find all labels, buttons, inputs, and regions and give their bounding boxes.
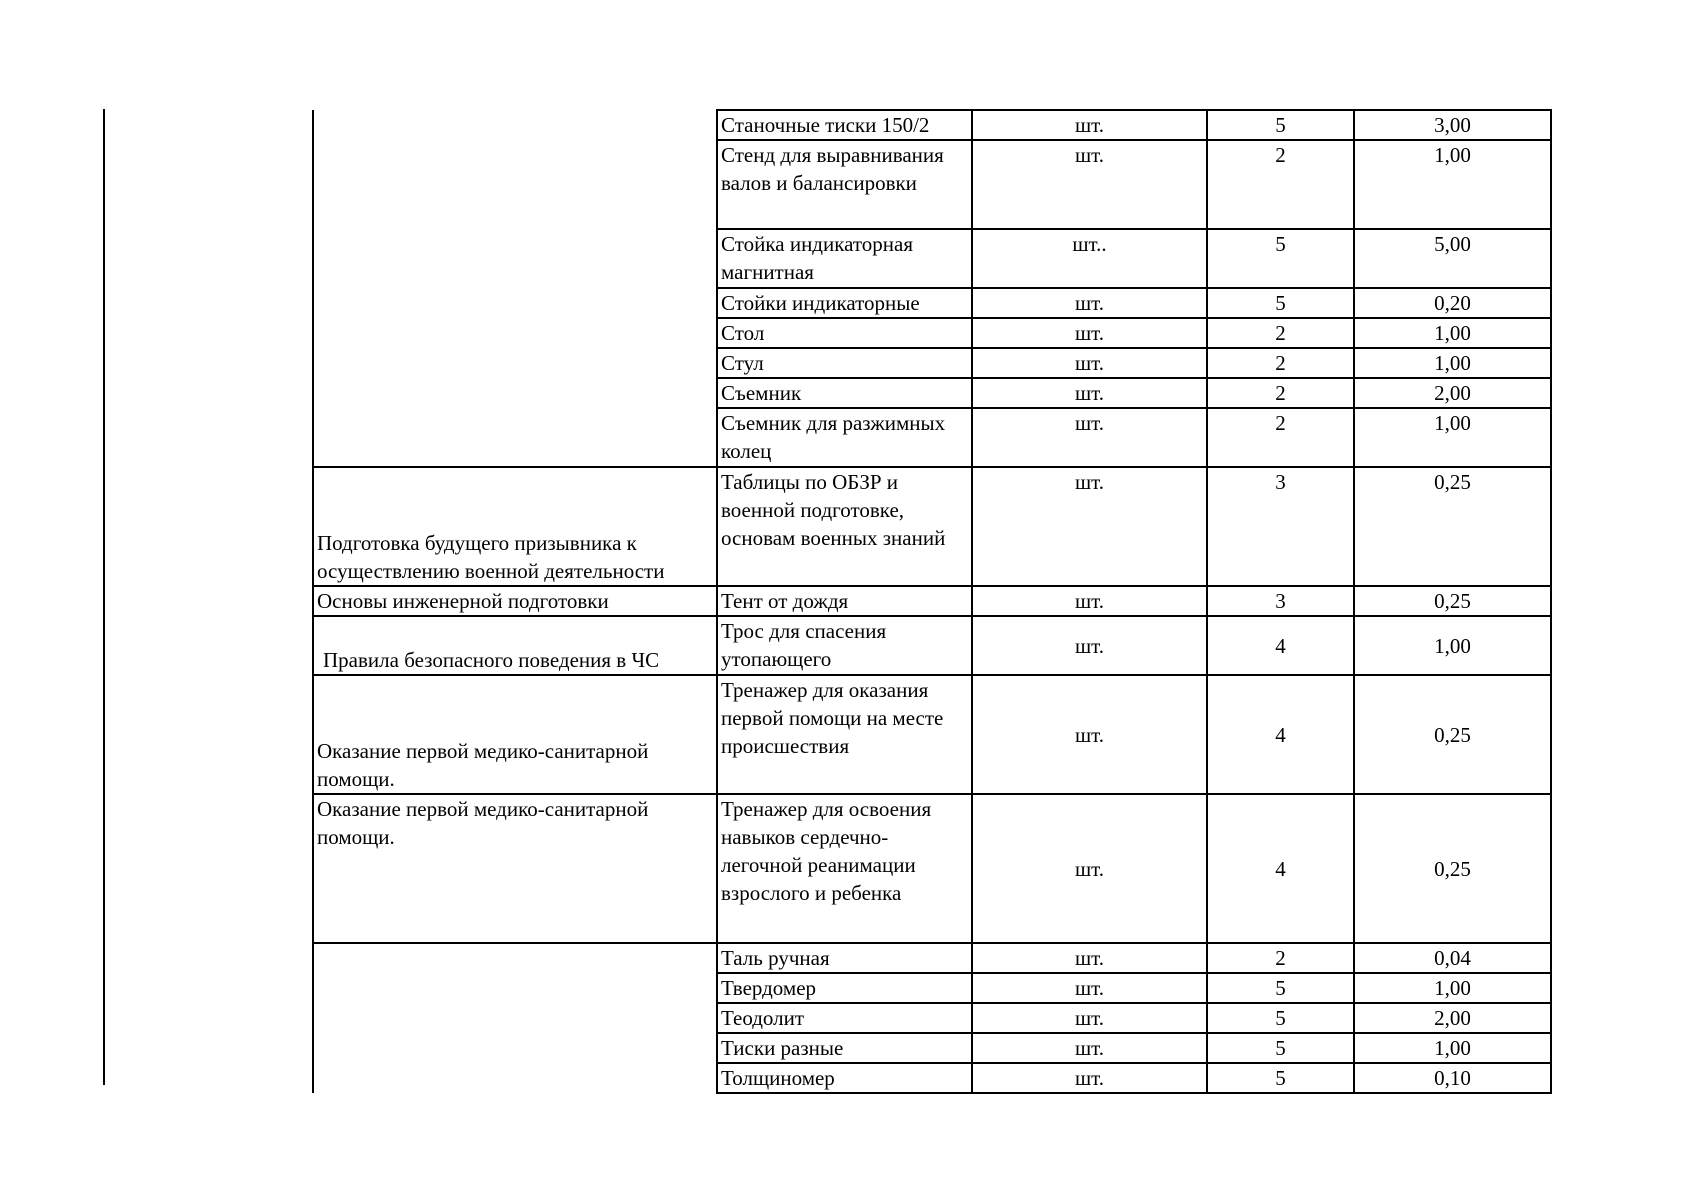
item-unit: шт. <box>972 943 1207 973</box>
item-value: 2,00 <box>1354 378 1551 408</box>
item-qty: 2 <box>1207 943 1354 973</box>
item-unit: шт. <box>972 675 1207 794</box>
item-name: Теодолит <box>717 1003 972 1033</box>
item-qty: 2 <box>1207 140 1354 229</box>
item-unit: шт. <box>972 1003 1207 1033</box>
item-name: Стол <box>717 318 972 348</box>
table-row <box>313 794 1551 943</box>
item-qty: 2 <box>1207 378 1354 408</box>
item-qty: 5 <box>1207 229 1354 288</box>
item-unit: шт. <box>972 616 1207 675</box>
topic-cell: Правила безопасного поведения в ЧС <box>313 616 717 675</box>
item-unit: шт. <box>972 378 1207 408</box>
item-value: 0,10 <box>1354 1063 1551 1093</box>
item-unit: шт. <box>972 467 1207 586</box>
item-qty: 5 <box>1207 1033 1354 1063</box>
item-name: Тренажер для освоения навыков сердечно-легочной реанимации взрослого и ребенка <box>717 794 972 943</box>
item-name: Съемник для разжимных колец <box>717 408 972 467</box>
item-qty: 5 <box>1207 1063 1354 1093</box>
item-value: 1,00 <box>1354 616 1551 675</box>
item-name: Трос для спасения утопающего <box>717 616 972 675</box>
item-unit: шт. <box>972 408 1207 467</box>
item-value: 3,00 <box>1354 110 1551 140</box>
item-name: Тент от дождя <box>717 586 972 616</box>
topic-cell: Основы инженерной подготовки <box>313 586 717 616</box>
equipment-table <box>312 109 1552 1094</box>
item-value: 0,20 <box>1354 288 1551 318</box>
item-name: Тиски разные <box>717 1033 972 1063</box>
item-name: Тренажер для оказания первой помощи на месте происшествия <box>717 675 972 794</box>
item-value: 1,00 <box>1354 348 1551 378</box>
item-unit: шт. <box>972 110 1207 140</box>
item-value: 5,00 <box>1354 229 1551 288</box>
item-value: 0,25 <box>1354 586 1551 616</box>
item-name: Стенд для выравнивания валов и балансировки <box>717 140 972 229</box>
item-qty: 5 <box>1207 110 1354 140</box>
item-qty: 4 <box>1207 794 1354 943</box>
table-row <box>313 110 1551 140</box>
item-name: Твердомер <box>717 973 972 1003</box>
item-unit: шт. <box>972 586 1207 616</box>
item-value: 2,00 <box>1354 1003 1551 1033</box>
left-column-border <box>103 109 105 1085</box>
item-name: Станочные тиски 150/2 <box>717 110 972 140</box>
item-qty: 4 <box>1207 616 1354 675</box>
item-unit: шт. <box>972 973 1207 1003</box>
topic-cell: Оказание первой медико-санитарной помощи. <box>313 794 717 943</box>
item-unit: шт. <box>972 348 1207 378</box>
item-name: Съемник <box>717 378 972 408</box>
item-qty: 2 <box>1207 318 1354 348</box>
item-value: 1,00 <box>1354 140 1551 229</box>
item-name: Толщиномер <box>717 1063 972 1093</box>
item-value: 0,25 <box>1354 467 1551 586</box>
item-qty: 3 <box>1207 467 1354 586</box>
item-value: 1,00 <box>1354 973 1551 1003</box>
table-row <box>313 943 1551 973</box>
item-name: Таблицы по ОБЗР и военной подготовке, основам военных знаний <box>717 467 972 586</box>
topic-cell-empty <box>313 110 717 467</box>
item-unit: шт.. <box>972 229 1207 288</box>
item-qty: 3 <box>1207 586 1354 616</box>
item-name: Таль ручная <box>717 943 972 973</box>
item-unit: шт. <box>972 140 1207 229</box>
item-name: Стойка индикаторная магнитная <box>717 229 972 288</box>
topic-cell-empty <box>313 943 717 1093</box>
item-qty: 2 <box>1207 408 1354 467</box>
topic-cell: Подготовка будущего призывника к осуществлению военной деятельности <box>313 467 717 586</box>
item-unit: шт. <box>972 288 1207 318</box>
item-unit: шт. <box>972 1033 1207 1063</box>
item-unit: шт. <box>972 318 1207 348</box>
item-unit: шт. <box>972 1063 1207 1093</box>
item-qty: 2 <box>1207 348 1354 378</box>
item-name: Стойки индикаторные <box>717 288 972 318</box>
table-row <box>313 467 1551 586</box>
item-qty: 4 <box>1207 675 1354 794</box>
table-row <box>313 616 1551 675</box>
item-value: 1,00 <box>1354 318 1551 348</box>
item-qty: 5 <box>1207 288 1354 318</box>
item-qty: 5 <box>1207 973 1354 1003</box>
table-row <box>313 675 1551 794</box>
item-value: 1,00 <box>1354 408 1551 467</box>
item-qty: 5 <box>1207 1003 1354 1033</box>
item-value: 1,00 <box>1354 1033 1551 1063</box>
item-name: Стул <box>717 348 972 378</box>
item-unit: шт. <box>972 794 1207 943</box>
topic-cell: Оказание первой медико-санитарной помощи. <box>313 675 717 794</box>
table-row <box>313 586 1551 616</box>
item-value: 0,25 <box>1354 675 1551 794</box>
item-value: 0,04 <box>1354 943 1551 973</box>
item-value: 0,25 <box>1354 794 1551 943</box>
